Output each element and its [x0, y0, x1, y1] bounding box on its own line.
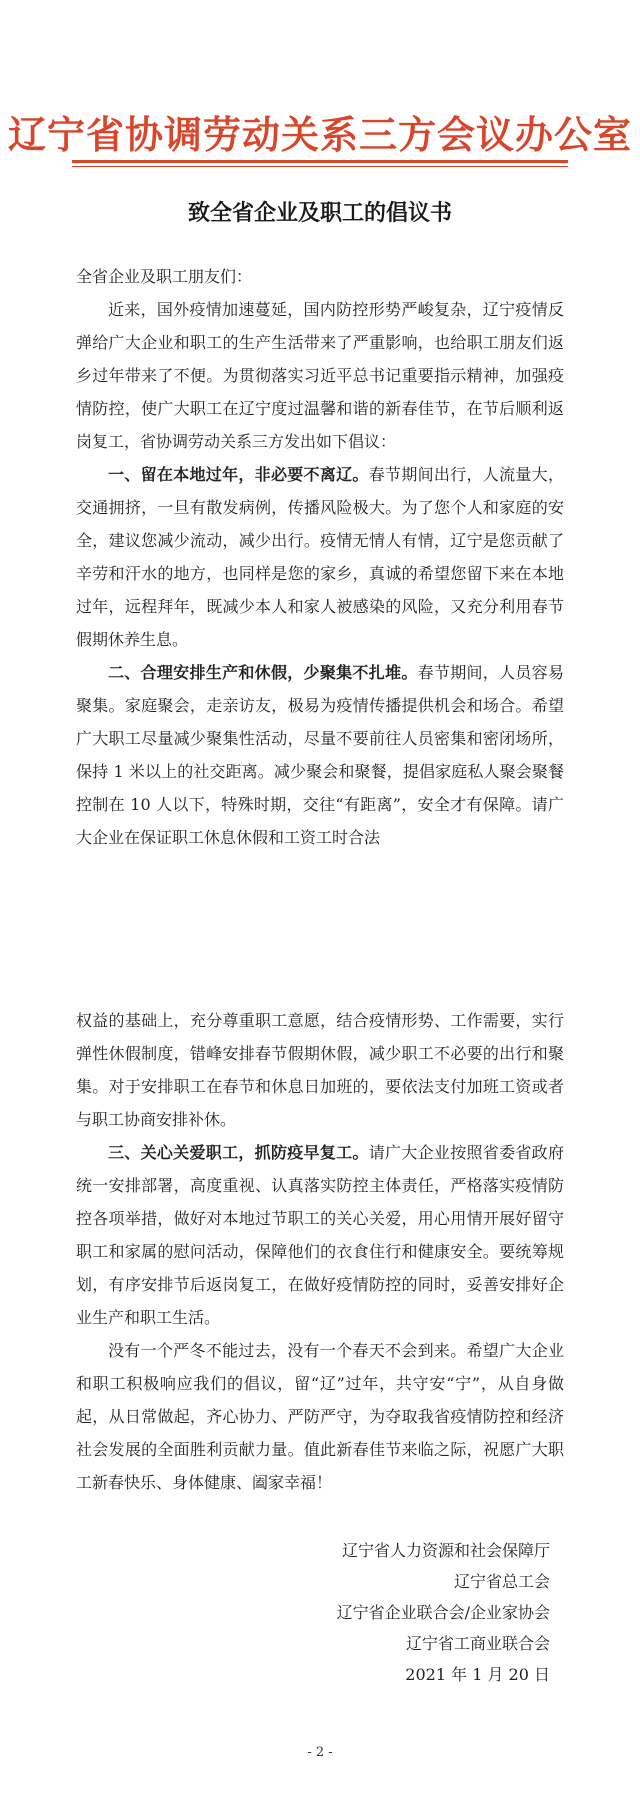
section-2-heading: 二、合理安排生产和休假，少聚集不扎堆。 [108, 663, 418, 682]
section-3-body: 请广大企业按照省委省政府统一安排部署，高度重视、认真落实防控主体责任，严格落实疫情防控各项举措，做好对本地过节职工的关心关爱，用心用情开展好留守职工和家属的慰问活动，保障他们的衣食住行和健康安全。要统筹规划，有序安排节后返岗复工，在做好疫情防控的同时，妥善安排好企业生产和职工生活。 [76, 1143, 564, 1327]
body-text-lower [76, 1004, 564, 1499]
section-1-heading: 一、留在本地过年，非必要不离辽。 [108, 465, 369, 484]
signatory-federation-of-industry-commerce: 辽宁省工商业联合会 [405, 1634, 550, 1653]
letterhead-title: 辽宁省协调劳动关系三方会议办公室 [7, 112, 632, 157]
section-2-paragraph [76, 656, 564, 854]
salutation: 全省企业及职工朋友们： [76, 267, 253, 286]
signature-block [337, 1535, 550, 1690]
page-number: - 2 - [307, 1745, 333, 1760]
document-title: 致全省企业及职工的倡议书 [187, 200, 452, 226]
signature-date: 2021 年 1 月 20 日 [405, 1665, 550, 1684]
signatory-federation-of-trade-unions: 辽宁省总工会 [453, 1572, 550, 1591]
signatory-hrss: 辽宁省人力资源和社会保障厅 [341, 1541, 550, 1560]
intro-paragraph: 近来，国外疫情加速蔓延，国内防控形势严峻复杂，辽宁疫情反弹给广大企业和职工的生产生活带来了严重影响，也给职工朋友们返乡过年带来了不便。为贯彻落实习近平总书记重要指示精神，加强疫情防控，使广大职工在辽宁度过温馨和谐的新春佳节，在节后顺利返岗复工，省协调劳动关系三方发出如下倡议： [76, 300, 564, 451]
section-3-paragraph [76, 1136, 564, 1334]
letterhead-rule-thick [72, 160, 568, 163]
section-1-paragraph [76, 458, 564, 656]
signatory-enterprise-confederation: 辽宁省企业联合会/企业家协会 [336, 1603, 550, 1622]
body-text-upper [76, 260, 564, 854]
section-1-body: 春节期间出行，人流量大，交通拥挤，一旦有散发病例，传播风险极大。为了您个人和家庭的安全，建议您减少流动，减少出行。疫情无情人有情，辽宁是您贡献了辛劳和汗水的地方，也同样是您的家乡，真诚的希望您留下来在本地过年，远程拜年，既减少本人和家人被感染的风险，又充分利用春节假期休养生息。 [76, 465, 564, 649]
closing-paragraph: 没有一个严冬不能过去，没有一个春天不会到来。希望广大企业和职工积极响应我们的倡议，留“辽”过年，共守安“宁”，从自身做起，从日常做起，齐心协力、严防严守，为夺取我省疫情防控和经济社会发展的全面胜利贡献力量。值此新春佳节来临之际，祝愿广大职工新春快乐、身体健康、阖家幸福！ [76, 1341, 564, 1492]
section-2-body-part1: 春节期间，人员容易聚集。家庭聚会，走亲访友，极易为疫情传播提供机会和场合。希望广大职工尽量减少聚集性活动，尽量不要前往人员密集和密闭场所，保持 1 米以上的社交距离。减少聚会和聚餐，提倡家庭私人聚会聚餐控制在 10 人以下，特殊时期，交往“有距离”，安全才有保障。请广大企业在保证职工休息休假和工资工时合法 [76, 663, 564, 847]
section-3-heading: 三、关心关爱职工，抓防疫早复工。 [108, 1143, 369, 1162]
section-2-body-part2: 权益的基础上，充分尊重职工意愿，结合疫情形势、工作需要，实行弹性休假制度，错峰安排春节假期休假，减少职工不必要的出行和聚集。对于安排职工在春节和休息日加班的，要依法支付加班工资或者与职工协商安排补休。 [76, 1011, 564, 1129]
letterhead-rule-thin [72, 166, 568, 167]
